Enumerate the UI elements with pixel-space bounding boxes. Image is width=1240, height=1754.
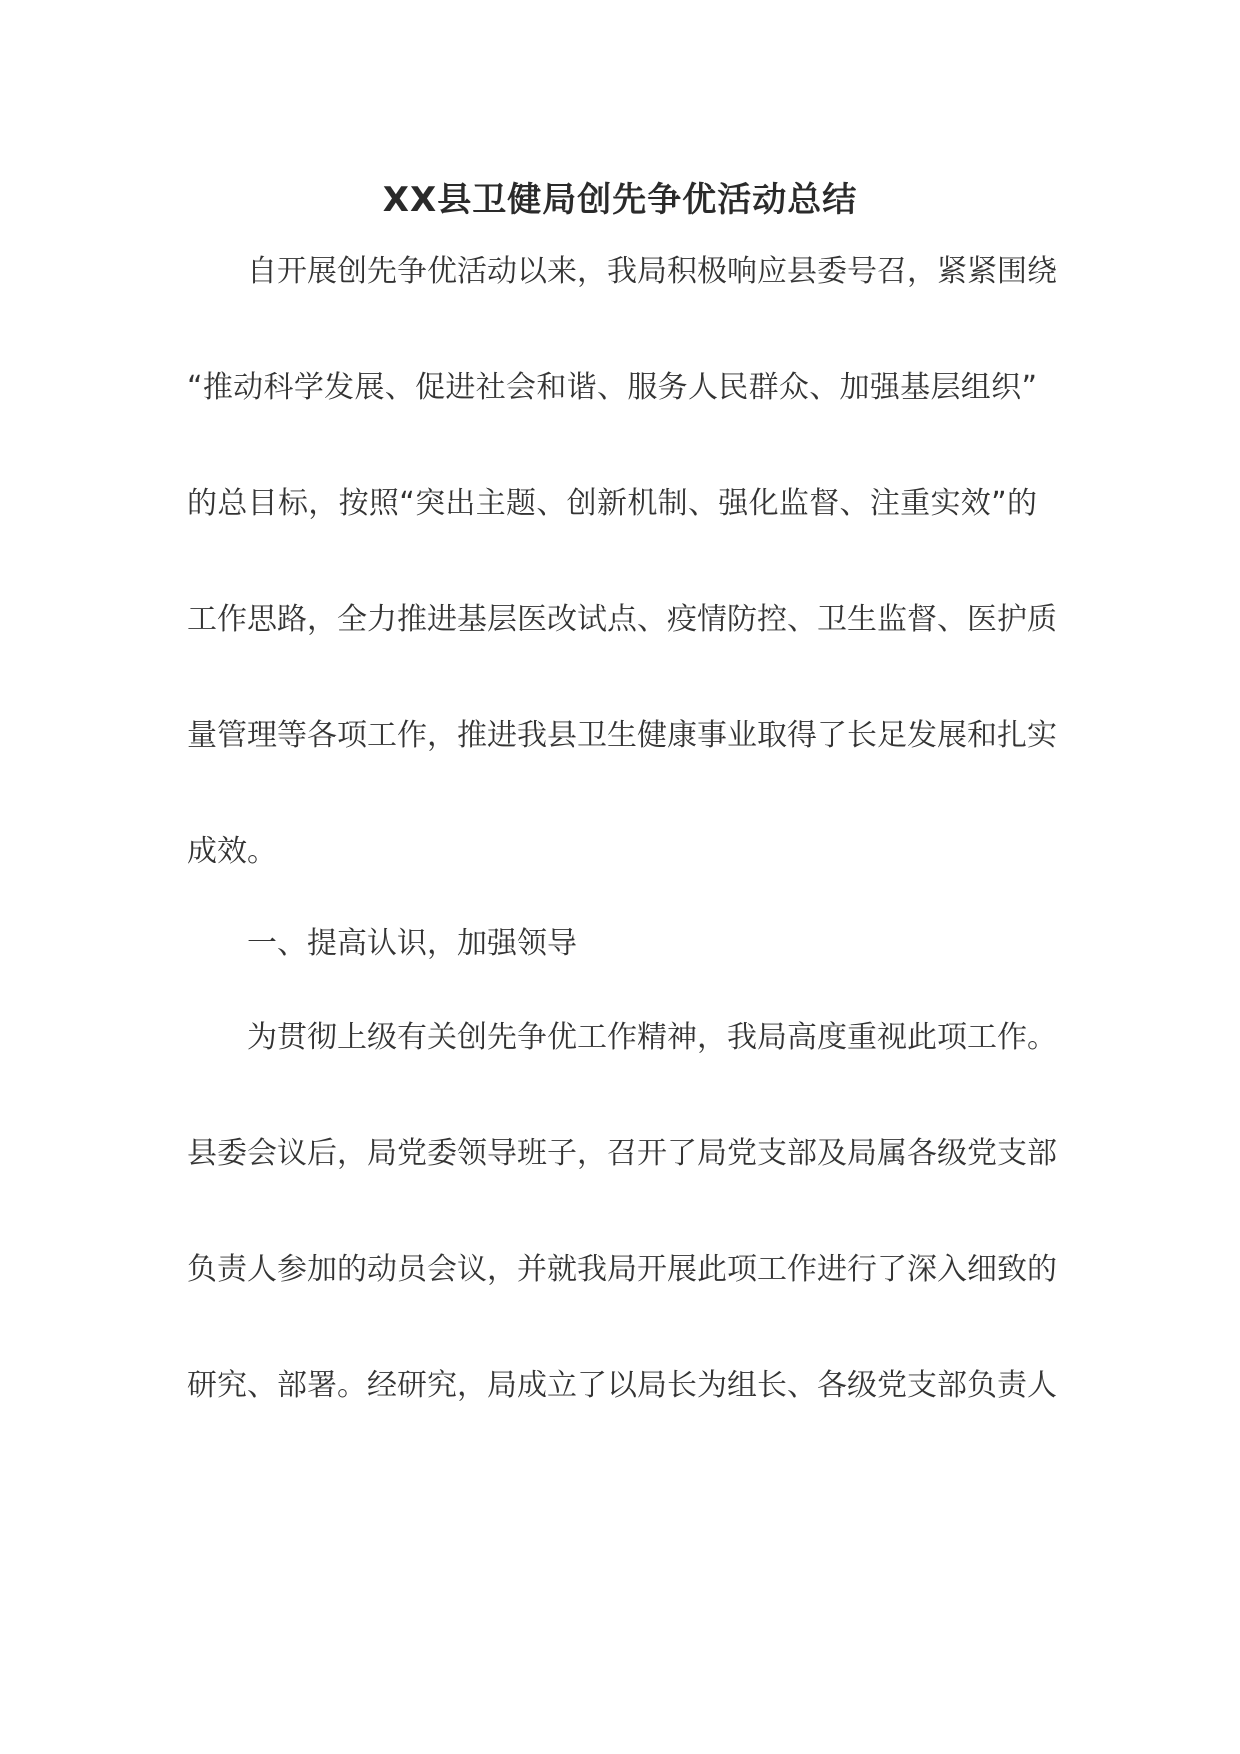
paragraph-1-line-3: 的总目标，按照“突出主题、创新机制、强化监督、注重实效”的: [187, 486, 1037, 521]
paragraph-1-line-4: 工作思路，全力推进基层医改试点、疫情防控、卫生监督、医护质: [187, 602, 1057, 637]
paragraph-1-line-2: “推动科学发展、促进社会和谐、服务人民群众、加强基层组织”: [187, 370, 1037, 405]
paragraph-2-line-3: 负责人参加的动员会议，并就我局开展此项工作进行了深入细致的: [187, 1252, 1057, 1287]
paragraph-1-line-1: 自开展创先争优活动以来，我局积极响应县委号召，紧紧围绕: [247, 254, 1057, 289]
paragraph-1-line-6: 成效。: [187, 834, 277, 869]
paragraph-1-line-5: 量管理等各项工作，推进我县卫生健康事业取得了长足发展和扎实: [187, 718, 1057, 753]
paragraph-2-line-1: 为贯彻上级有关创先争优工作精神，我局高度重视此项工作。: [247, 1020, 1057, 1055]
paragraph-2-line-2: 县委会议后，局党委领导班子，召开了局党支部及局属各级党支部: [187, 1136, 1057, 1171]
paragraph-2-line-4: 研究、部署。经研究，局成立了以局长为组长、各级党支部负责人: [187, 1368, 1057, 1403]
document-title: XX县卫健局创先争优活动总结: [382, 180, 858, 220]
section-heading-1: 一、提高认识，加强领导: [247, 926, 577, 961]
